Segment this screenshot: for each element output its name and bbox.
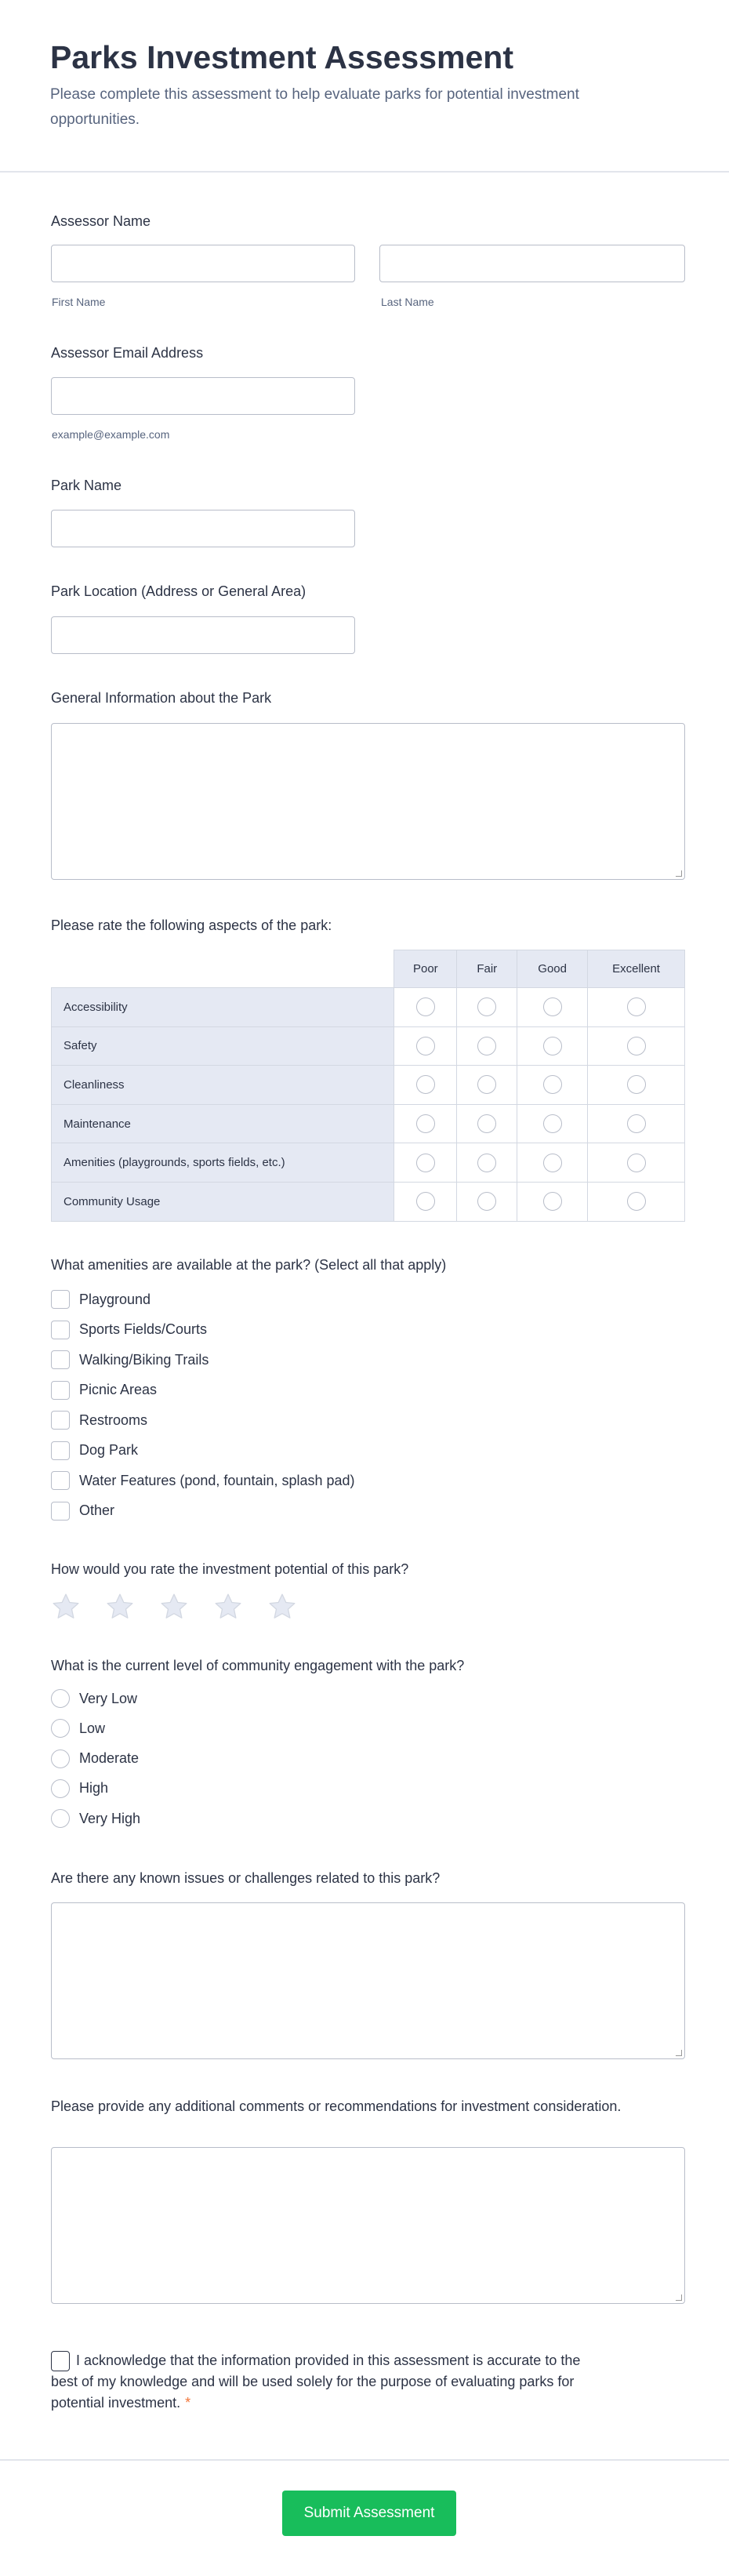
matrix-cell: [457, 1066, 517, 1105]
matrix-radio[interactable]: [416, 1075, 435, 1094]
matrix-row: [52, 1182, 685, 1221]
matrix-cell: [588, 1143, 685, 1183]
star-icon[interactable]: [212, 1591, 244, 1622]
matrix-radio[interactable]: [627, 1037, 646, 1055]
amenity-option[interactable]: [51, 1502, 114, 1521]
engagement-radio[interactable]: [51, 1719, 70, 1738]
amenity-checkbox[interactable]: [51, 1502, 70, 1521]
matrix-row: [52, 1026, 685, 1066]
matrix-cell: [517, 1143, 588, 1183]
park-name-label: Park Name: [51, 478, 122, 493]
email-sublabel: example@example.com: [52, 428, 170, 441]
engagement-option[interactable]: [51, 1779, 108, 1798]
comments-label: Please provide any additional comments or recommendations for investment consideration.: [51, 2098, 622, 2114]
park-location-input[interactable]: [51, 616, 355, 654]
amenity-label: Other: [79, 1502, 115, 1518]
matrix-radio[interactable]: [477, 1192, 496, 1211]
matrix-cell: [588, 1182, 685, 1221]
engagement-radio[interactable]: [51, 1749, 70, 1768]
matrix-cell: [588, 1066, 685, 1105]
amenity-option[interactable]: [51, 1350, 209, 1369]
investment-potential-label: How would you rate the investment potential of this park?: [51, 1561, 409, 1577]
matrix-row-label: Maintenance: [52, 1104, 394, 1143]
matrix-radio[interactable]: [543, 997, 562, 1016]
matrix-row-label: Amenities (playgrounds, sports fields, etc.): [52, 1143, 394, 1183]
assessor-name-label: Assessor Name: [51, 213, 151, 229]
amenity-checkbox[interactable]: [51, 1471, 70, 1490]
star-icon[interactable]: [267, 1591, 298, 1622]
issues-label: Are there any known issues or challenges related to this park?: [51, 1870, 441, 1886]
matrix-cell: [394, 988, 457, 1027]
matrix-radio[interactable]: [416, 1154, 435, 1172]
general-info-textarea[interactable]: [51, 723, 685, 880]
matrix-row: [52, 1066, 685, 1105]
engagement-option[interactable]: [51, 1749, 139, 1768]
resize-handle-icon[interactable]: [676, 870, 682, 877]
engagement-option[interactable]: [51, 1689, 137, 1708]
matrix-cell: [588, 1026, 685, 1066]
matrix-radio[interactable]: [543, 1154, 562, 1172]
issues-textarea[interactable]: [51, 1902, 685, 2059]
engagement-radio[interactable]: [51, 1689, 70, 1708]
matrix-cell: [457, 1104, 517, 1143]
matrix-cell: [394, 1026, 457, 1066]
last-name-input[interactable]: [379, 245, 685, 282]
matrix-radio[interactable]: [627, 1154, 646, 1172]
matrix-row: [52, 1104, 685, 1143]
park-name-input[interactable]: [51, 510, 355, 547]
engagement-radio[interactable]: [51, 1809, 70, 1828]
page-subtitle: Please complete this assessment to help evaluate parks for potential investment opportunities.: [50, 86, 579, 128]
matrix-cell: [517, 1104, 588, 1143]
matrix-row: [52, 1143, 685, 1183]
matrix-row-label: Cleanliness: [52, 1066, 394, 1105]
matrix-row-label: Safety: [52, 1026, 394, 1066]
footer-divider: [0, 2459, 729, 2461]
matrix-corner: [52, 950, 394, 988]
matrix-radio[interactable]: [627, 1192, 646, 1211]
matrix-cell: [457, 1143, 517, 1183]
matrix-radio[interactable]: [477, 997, 496, 1016]
amenity-label: Water Features (pond, fountain, splash pad): [79, 1472, 355, 1488]
matrix-cell: [588, 988, 685, 1027]
engagement-label: High: [79, 1780, 109, 1797]
matrix-radio[interactable]: [477, 1037, 496, 1055]
amenities-label: What amenities are available at the park? (Select all that apply): [51, 1257, 447, 1273]
matrix-cell: [457, 1182, 517, 1221]
engagement-label: What is the current level of community engagement with the park?: [51, 1658, 465, 1673]
engagement-label: Moderate: [79, 1750, 140, 1767]
engagement-option[interactable]: [51, 1809, 140, 1828]
matrix-radio[interactable]: [416, 1037, 435, 1055]
matrix-radio[interactable]: [543, 1114, 562, 1133]
submit-button[interactable]: Submit Assessment: [282, 2491, 456, 2536]
matrix-cell: [457, 988, 517, 1027]
amenity-option[interactable]: [51, 1290, 151, 1309]
matrix-cell: [588, 1104, 685, 1143]
matrix-cell: [517, 1066, 588, 1105]
matrix-radio[interactable]: [416, 1192, 435, 1211]
header-divider: [0, 171, 729, 173]
park-location-label: Park Location (Address or General Area): [51, 583, 306, 599]
amenity-checkbox[interactable]: [51, 1350, 70, 1369]
engagement-label: Low: [79, 1720, 106, 1736]
required-mark: *: [185, 2395, 191, 2411]
matrix-radio[interactable]: [543, 1075, 562, 1094]
matrix-column-header: Poor: [394, 950, 457, 988]
last-name-sublabel: Last Name: [381, 296, 434, 308]
resize-handle-icon[interactable]: [676, 2050, 682, 2056]
matrix-column-header: Good: [517, 950, 588, 988]
matrix-radio[interactable]: [627, 1075, 646, 1094]
amenity-option[interactable]: [51, 1441, 138, 1460]
matrix-radio[interactable]: [477, 1075, 496, 1094]
engagement-label: Very High: [79, 1810, 141, 1826]
resize-handle-icon[interactable]: [676, 2294, 682, 2301]
amenity-label: Picnic Areas: [79, 1382, 158, 1397]
matrix-row-label: Community Usage: [52, 1182, 394, 1221]
matrix-radio[interactable]: [543, 1192, 562, 1211]
acknowledgement-checkbox[interactable]: [51, 2351, 70, 2371]
email-label: Assessor Email Address: [51, 345, 204, 361]
amenity-label: Sports Fields/Courts: [79, 1321, 208, 1337]
matrix-cell: [394, 1182, 457, 1221]
amenity-option[interactable]: [51, 1381, 157, 1400]
engagement-label: Very Low: [79, 1690, 138, 1706]
acknowledgement: [51, 2350, 584, 2414]
matrix-radio[interactable]: [416, 1114, 435, 1133]
rating-matrix-label: Please rate the following aspects of the park:: [51, 917, 332, 933]
amenity-checkbox[interactable]: [51, 1290, 70, 1309]
matrix-row-label: Accessibility: [52, 988, 394, 1027]
amenity-option[interactable]: [51, 1321, 207, 1339]
general-info-label: General Information about the Park: [51, 690, 272, 706]
matrix-cell: [394, 1066, 457, 1105]
matrix-radio[interactable]: [543, 1037, 562, 1055]
matrix-radio[interactable]: [416, 997, 435, 1016]
amenity-option[interactable]: [51, 1411, 147, 1430]
page-title: Parks Investment Assessment: [50, 39, 513, 75]
matrix-cell: [457, 1026, 517, 1066]
star-rating: [50, 1591, 298, 1622]
rating-matrix: [51, 950, 685, 1222]
star-icon[interactable]: [50, 1591, 82, 1622]
matrix-column-header: Excellent: [588, 950, 685, 988]
matrix-radio[interactable]: [627, 997, 646, 1016]
matrix-cell: [517, 1026, 588, 1066]
matrix-cell: [394, 1104, 457, 1143]
matrix-row: [52, 988, 685, 1027]
first-name-input[interactable]: [51, 245, 355, 282]
amenity-checkbox[interactable]: [51, 1441, 70, 1460]
matrix-radio[interactable]: [627, 1114, 646, 1133]
matrix-radio[interactable]: [477, 1154, 496, 1172]
amenity-label: Restrooms: [79, 1412, 148, 1428]
amenity-label: Playground: [79, 1291, 151, 1307]
email-input[interactable]: [51, 377, 355, 415]
star-icon[interactable]: [158, 1591, 190, 1622]
star-icon[interactable]: [104, 1591, 136, 1622]
comments-textarea[interactable]: [51, 2147, 685, 2304]
amenity-option[interactable]: [51, 1471, 355, 1490]
engagement-radio[interactable]: [51, 1779, 70, 1798]
matrix-column-header: Fair: [457, 950, 517, 988]
matrix-cell: [517, 988, 588, 1027]
amenity-label: Walking/Biking Trails: [79, 1351, 209, 1368]
first-name-sublabel: First Name: [52, 296, 106, 308]
engagement-option[interactable]: [51, 1719, 105, 1738]
matrix-radio[interactable]: [477, 1114, 496, 1133]
amenity-checkbox[interactable]: [51, 1411, 70, 1430]
matrix-cell: [394, 1143, 457, 1183]
acknowledgement-text: I acknowledge that the information provided in this assessment is accurate to the best of my knowledge and will be used solely for the purpose of evaluating parks for potential investment.: [51, 2353, 581, 2411]
amenity-label: Dog Park: [79, 1442, 139, 1458]
amenity-checkbox[interactable]: [51, 1381, 70, 1400]
matrix-cell: [517, 1182, 588, 1221]
amenity-checkbox[interactable]: [51, 1321, 70, 1339]
